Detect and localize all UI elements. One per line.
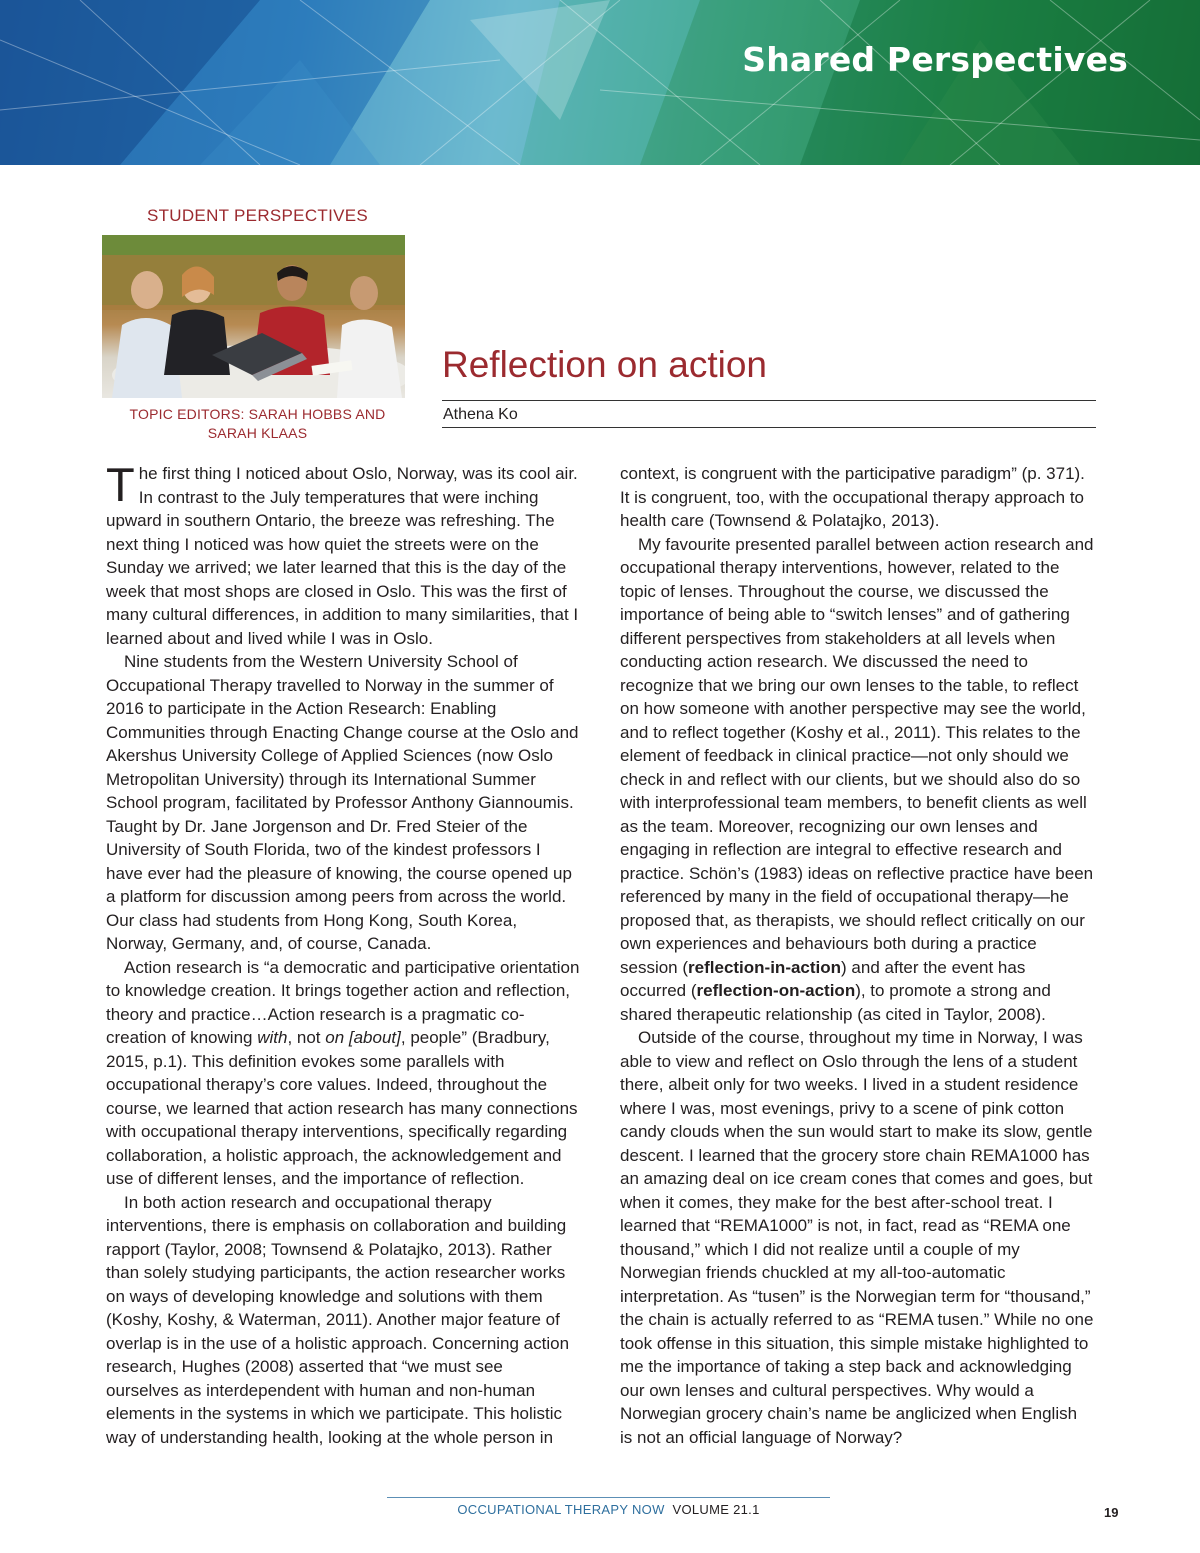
article-column-left (106, 458, 580, 1449)
paragraph (106, 956, 580, 1191)
article-column-right (620, 462, 1094, 1449)
students-illustration (102, 235, 405, 398)
paragraph: Nine students from the Western University School of Occupational Therapy travelled to Norway in the summer of 2016 to participate in the Action Research: Enabling Communities through Enacting Change course at the Oslo and Akershus University College of Applied Sciences (now Oslo Metropolitan University) through its International Summer School program, facilitated by Professor Anthony Giannoumis. Taught by Dr. Jane Jorgenson and Dr. Fred Steier of the University of South Florida, two of the kindest professors I have ever had the pleasure of knowing, the course opened up a platform for discussion among peers from across the world. Our class had students from Hong Kong, South Korea, Norway, Germany, and, of course, Canada. (106, 652, 579, 953)
topic-editors-line1: TOPIC EDITORS: SARAH HOBBS AND (129, 406, 386, 422)
text-run: ) and after the event has occurred ( (620, 957, 1026, 1000)
topic-editors (100, 405, 415, 443)
page-number: 19 (1104, 1505, 1119, 1520)
italic-text: with (257, 1028, 288, 1047)
text-run: My favourite presented parallel between action research and occupational therapy interventions, however, related to the topic of lenses. Throughout the course, we discussed the importance of being able to “switch lenses” and of gathering different perspectives from stakeholders at all levels when conducting action research. We discussed the need to recognize that we bring our own lenses to the table, to reflect on how someone with another perspective may see the world, and to reflect together (Koshy et al., 2011). This relates to the element of feedback in clinical practice—not only should we check in and reflect with our clients, but we should also do so with interprofessional team members, to benefit clients as well as the team. Moreover, recognizing our own lenses and engaging in reflection are integral to effective research and practice. Schön’s (1983) ideas on reflective practice have been referenced by many in the field of occupational therapy—he proposed that, as therapists, we should reflect critically on our own experiences and behaviours both during a practice session ( (620, 534, 1094, 977)
footer (387, 1502, 830, 1517)
topic-editors-line2: SARAH KLAAS (207, 425, 308, 441)
students-photo (102, 235, 405, 398)
banner-title: Shared Perspectives (742, 40, 1128, 79)
bold-term: reflection-in-action (688, 957, 842, 977)
journal-volume: VOLUME 21.1 (672, 1502, 760, 1517)
bold-term: reflection-on-action (696, 981, 856, 1000)
text-run: Action research is “a democratic and participative orientation to knowledge creation. It brings together action and reflection, theory and practice…Action research is a pragmatic co-creation of knowing (106, 957, 580, 1047)
drop-cap: T (106, 458, 135, 511)
paragraph: In both action research and occupational therapy interventions, there is emphasis on collaboration and building rapport (Taylor, 2008; Townsend & Polatajko, 2013). Rather than solely studying participants, the action researcher works on ways of developing knowledge and solutions with them (Koshy, Koshy, & Waterman, 2011). Another major feature of overlap is in the use of a holistic approach. Concerning action research, Hughes (2008) asserted that “we must see ourselves as interdependent with human and non-human elements in the systems in which we participate. This holistic way of understanding health, looking at the whole person in (106, 1192, 570, 1447)
paragraph-intro-text: he first thing I noticed about Oslo, Norway, was its cool air. In contrast to the July temperatures that were inching upward in southern Ontario, the breeze was refreshing. The next thing I noticed was how quiet the streets were on the Sunday we arrived; we later learned that this is the day of the week that most shops are closed in Oslo. This was the first of many cultural differences, in addition to many similarities, that I learned about and lived while I was in Oslo. (106, 464, 579, 648)
text-run: , people” (Bradbury, 2015, p.1). This definition evokes some parallels with occupational therapy’s core values. Indeed, throughout the course, we learned that action research has many connections with occupational therapy interventions, specifically regarding collaboration, a holistic approach, the acknowledgement and use of different lenses, and the importance of reflection. (106, 1028, 578, 1188)
header-banner (0, 0, 1200, 165)
article-author: Athena Ko (443, 406, 518, 423)
italic-text: on [about] (325, 1028, 401, 1047)
banner-geometric-pattern (0, 0, 1200, 165)
text-run: ), to promote a strong and shared therapeutic relationship (as cited in Taylor, 2008). (620, 981, 1051, 1024)
paragraph (620, 533, 1094, 1027)
article-title: Reflection on action (442, 344, 767, 385)
journal-name: OCCUPATIONAL THERAPY NOW (457, 1502, 665, 1517)
title-rule-bottom (442, 427, 1096, 428)
title-rule-top (442, 400, 1096, 401)
footer-rule (387, 1497, 830, 1498)
text-run: , not (287, 1028, 326, 1047)
section-label: STUDENT PERSPECTIVES (146, 206, 369, 225)
paragraph: context, is congruent with the participative paradigm” (p. 371). It is congruent, too, with the occupational therapy approach to health care (Townsend & Polatajko, 2013). (620, 464, 1085, 530)
paragraph-intro (106, 458, 580, 650)
paragraph: Outside of the course, throughout my time in Norway, I was able to view and reflect on Oslo through the lens of a student there, albeit only for two weeks. I lived in a student residence where I was, most evenings, privy to a scene of pink cotton candy clouds when the sun would start to make its slow, gentle descent. I learned that the grocery store chain REMA1000 has an amazing deal on ice cream cones that comes and goes, but when it comes, they make for the best after-school treat. I learned that “REMA1000” is not, in fact, read as “REMA one thousand,” which I did not realize until a couple of my Norwegian friends chuckled at my all-too-automatic interpretation. As “tusen” is the Norwegian term for “thousand,” the chain is actually referred to as “REMA tusen.” While no one took offense in this situation, this simple mistake highlighted to me the importance of taking a step back and acknowledging our own lenses and cultural perspectives. Why would a Norwegian grocery chain’s name be anglicized when English is not an official language of Norway? (620, 1028, 1094, 1447)
